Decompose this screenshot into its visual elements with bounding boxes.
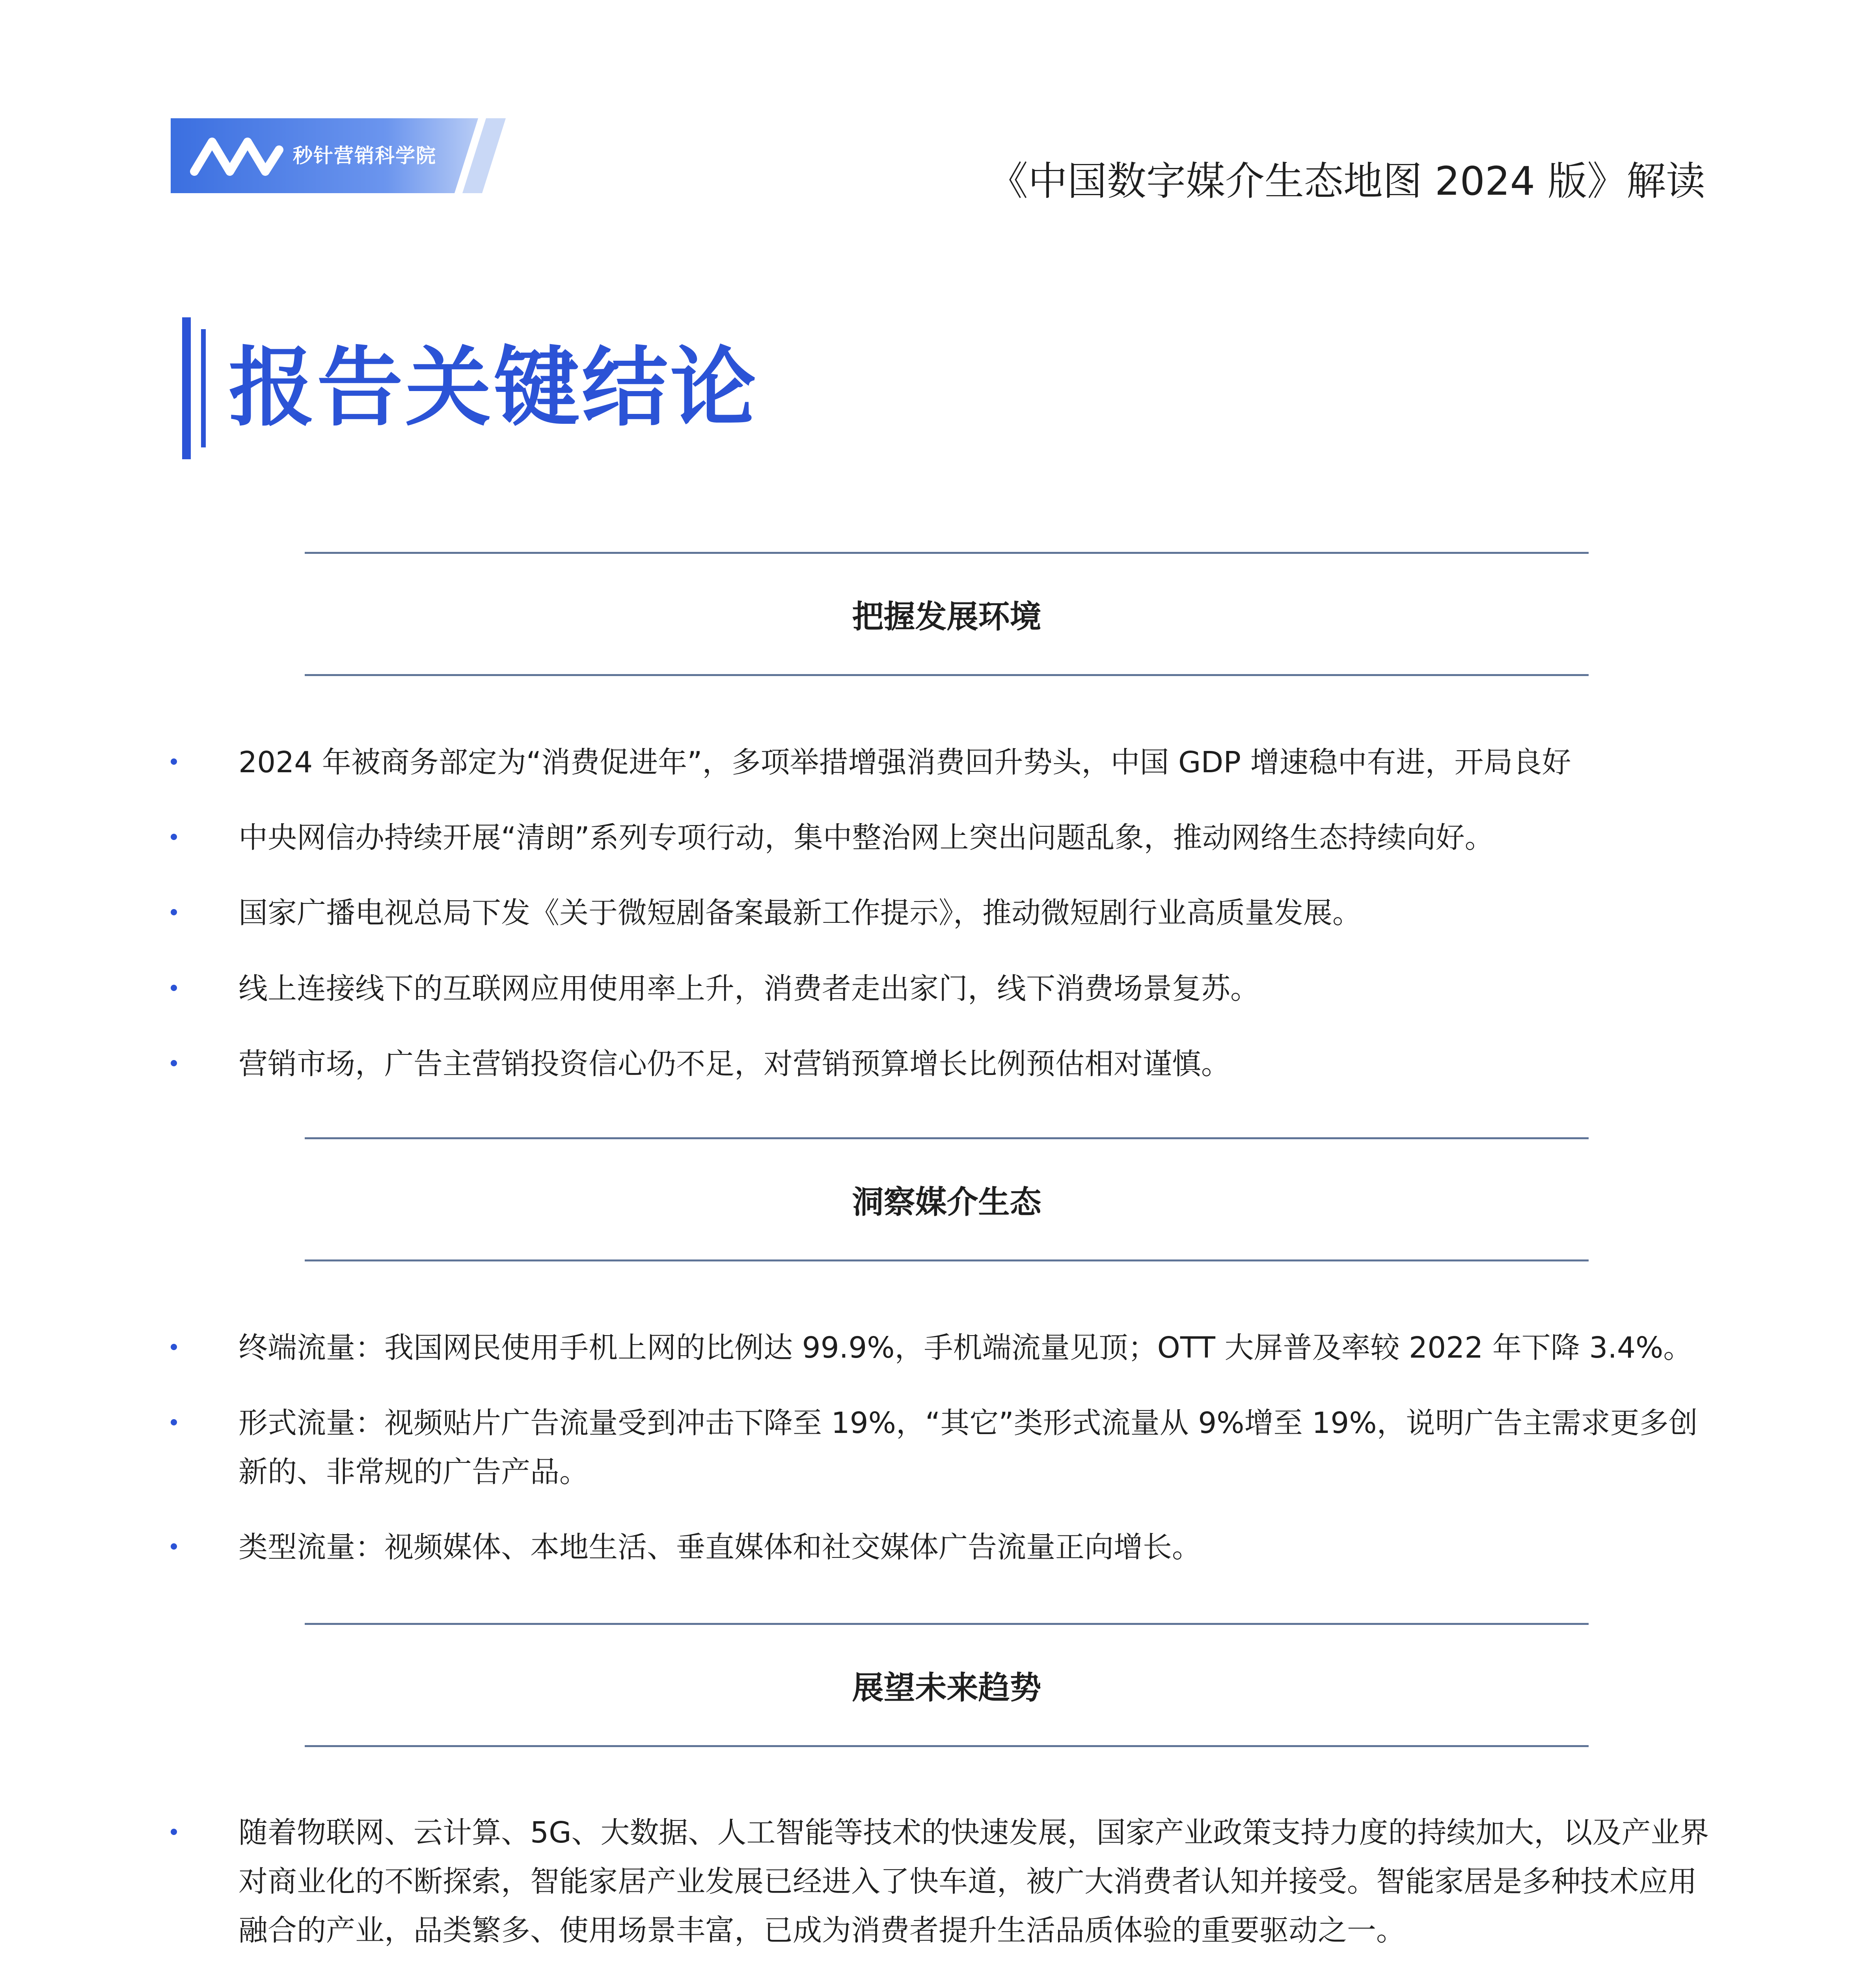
bullet-dot-icon	[171, 1344, 177, 1350]
section-rule-bottom	[305, 1745, 1589, 1747]
section-title: 把握发展环境	[852, 598, 1041, 635]
bullet-dot-icon	[171, 834, 177, 840]
bullet-dot-icon	[171, 985, 177, 991]
list-item-text: 国家广播电视总局下发《关于微短剧备案最新工作提示》，推动微短剧行业高质量发展。	[238, 896, 1362, 930]
heading-accent-bar-thin	[201, 329, 206, 447]
bullet-dot-icon	[171, 909, 177, 915]
heading-accent-bar-thick	[182, 317, 191, 459]
brand-logo	[171, 118, 506, 193]
section-title: 洞察媒介生态	[852, 1184, 1041, 1220]
section-rule-top	[305, 552, 1589, 554]
bullet-dot-icon	[171, 758, 177, 765]
list-item-text: 形式流量：视频贴片广告流量受到冲击下降至 19%，“其它”类形式流量从 9%增至 19%，说明广告主需求更多创新的、非常规的广告产品。	[238, 1406, 1698, 1489]
bullet-dot-icon	[171, 1829, 177, 1835]
section-rule-top	[305, 1623, 1589, 1625]
section-rule-top	[305, 1137, 1589, 1139]
list-item-text: 营销市场，广告主营销投资信心仍不足，对营销预算增长比例预估相对谨慎。	[238, 1047, 1230, 1081]
list-item-text: 终端流量：我国网民使用手机上网的比例达 99.9%，手机端流量见顶；OTT 大屏普及率较 2022 年下降 3.4%。	[238, 1331, 1693, 1365]
bullet-dot-icon	[171, 1543, 177, 1550]
list-item-text: 类型流量：视频媒体、本地生活、垂直媒体和社交媒体广告流量正向增长。	[238, 1530, 1201, 1564]
list-item-text: 随着物联网、云计算、5G、大数据、人工智能等技术的快速发展，国家产业政策支持力度的持续加大，以及产业界对商业化的不断探索，智能家居产业发展已经进入了快车道，被广大消费者认知并接受。智能家居是多种技术应用融合的产业，品类繁多、使用场景丰富，已成为消费者提升生活品质体验的重要驱动之一。	[238, 1816, 1709, 1947]
section-title: 展望未来趋势	[852, 1669, 1041, 1706]
list-item-text: 中央网信办持续开展“清朗”系列专项行动，集中整治网上突出问题乱象，推动网络生态持续向好。	[238, 821, 1494, 855]
page-title: 报告关键结论	[229, 338, 758, 438]
section-rule-bottom	[305, 674, 1589, 676]
document-title: 《中国数字媒介生态地图 2024 版》解读	[988, 158, 1705, 204]
bullet-dot-icon	[171, 1419, 177, 1425]
section-rule-bottom	[305, 1259, 1589, 1261]
list-item-text: 2024 年被商务部定为“消费促进年”，多项举措增强消费回升势头，中国 GDP 增速稳中有进，开局良好	[238, 745, 1571, 779]
logo-text: 秒针营销科学院	[293, 144, 436, 167]
bullet-dot-icon	[171, 1060, 177, 1066]
list-item-text: 线上连接线下的互联网应用使用率上升，消费者走出家门，线下消费场景复苏。	[238, 972, 1259, 1006]
